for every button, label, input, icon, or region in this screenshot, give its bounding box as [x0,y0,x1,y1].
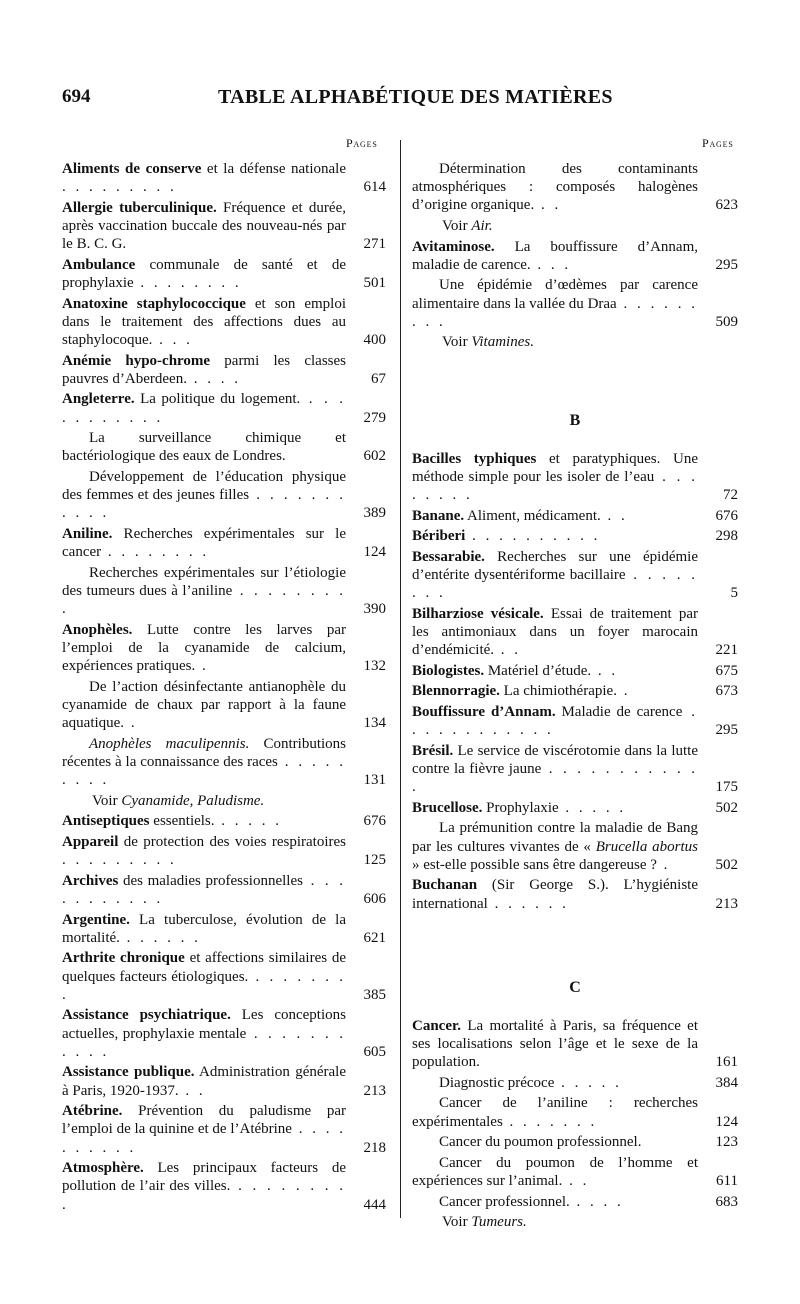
entry-heading: Assistance psychiatrique. [62,1007,231,1024]
see-also-ref: Vitamines. [471,334,534,351]
page-ref: 271 [363,236,386,253]
index-entry [62,833,386,869]
page-ref: 502 [715,856,738,873]
leader-dots: . . . . . . . [502,1113,598,1130]
see-also-ref: Air. [471,218,493,234]
entry-body: La bouffissure d’Annam, maladie de carence. [412,238,698,273]
leader-dots: . . . . . . . . . [62,582,346,618]
entry-body: La mortalité à Paris, sa fréquence et ses localisations selon l’âge et le sexe de la population. [412,1017,698,1071]
see-also-label: Voir [442,1214,472,1231]
entry-text [412,548,738,603]
index-subentry [412,1133,738,1151]
entry-text [62,735,386,790]
section-letter: B [569,411,581,429]
page-ref: 606 [363,890,386,907]
entry-body: Détermination des contaminants atmosphériques : composés halogènes d’origine organique. [412,161,698,214]
entry-text [62,1102,386,1157]
leader-dots: . . . [152,332,193,348]
index-entry [412,605,738,660]
page-ref: 72 [723,487,738,503]
entry-heading: Anatoxine staphylococcique [62,295,246,312]
entry-heading: Assistance publique. [62,1064,195,1081]
index-entry [62,1159,386,1214]
entry-body: Aliment, médicament. [464,507,601,524]
entry-text [62,872,386,908]
entry-heading: Atébrine. [62,1103,123,1120]
page-ref: 509 [715,313,738,330]
index-subentry [412,1154,738,1190]
entry-heading: Banane. [412,507,465,524]
leader-dots: . . [591,662,619,679]
index-entry [62,1063,386,1099]
entry-body: Cancer de l’aniline : recherches expérimentales [412,1095,698,1130]
entry-text [412,819,738,874]
entry-heading: Brucellose. [412,799,483,816]
index-entry [412,876,738,912]
entry-text-pre: La prémunition contre la maladie de Bang par les cultures vivantes de « [412,820,698,855]
leader-dots: . . . . . . . . [412,566,699,602]
entry-body: La politique du logement. [134,391,301,408]
index-entry [412,662,738,680]
entry-body: parmi les classes pauvres d’Aberdeen. [62,352,346,387]
entry-body: Cancer du poumon professionnel. [439,1134,642,1151]
leader-dots: . . . . . [554,1074,622,1091]
entry-heading: Blennorragie. [412,683,500,700]
leader-dots: . . . . . . [119,929,201,946]
entry-heading: Brésil. [412,742,454,759]
page-title: TABLE ALPHABÉTIQUE DES MATIÈRES [218,86,613,108]
entry-body: La chimiothérapie. [499,683,617,700]
entry-body: et paratyphiques. Une méthode simple pour les isoler de l’eau [412,450,698,485]
entry-text [62,160,386,196]
index-entry [412,548,738,603]
index-entry [62,911,386,947]
entry-heading: Arthrite chronique [62,950,185,967]
leader-dots: . . . . [569,1193,624,1210]
entry-body: Recherches sur une épidémie d’entérite dysentériforme bacillaire [412,548,698,583]
entry-text [62,256,386,292]
leader-dots: . . . . . . . . . . . . [412,703,699,739]
entry-heading: Archives [62,872,119,889]
entry-text [62,1063,386,1099]
entry-heading: Bouffissure d’Annam. [412,703,556,720]
leader-dots: . . . . . . [487,895,569,912]
entry-body: Diagnostic précoce [439,1074,555,1091]
page-ref: 295 [715,256,738,273]
leader-dots: . . . . . . . . . [62,1178,346,1213]
index-subentry [62,735,386,790]
entry-text [412,1094,738,1130]
pages-label-right: Pages [702,136,734,150]
leader-dots: . . . . . . . . . [62,753,347,789]
index-subentry [412,1074,738,1092]
entry-heading: Biologistes. [412,662,485,679]
leader-dots: . . . . . . . . [62,968,346,1003]
leader-dots: . . [534,197,562,214]
leader-dots: . . . . . . . . [133,275,242,291]
see-also-label: Voir [92,792,122,809]
entry-body: Contributions récentes à la connaissance des races [62,735,346,770]
leader-dots: . . [178,1082,206,1099]
entry-text [62,295,386,350]
see-also-label: Voir [442,218,472,234]
entry-body: La tuberculose, évolution de la mortalité. [62,911,346,946]
entry-text [412,1154,738,1190]
index-entry [62,160,386,196]
leader-dots: . . [600,507,628,524]
index-subentry [412,819,738,874]
index-entry [62,621,386,676]
see-also-ref: Tumeurs. [471,1214,527,1231]
entry-text [62,911,386,947]
index-subentry [412,276,738,331]
page-ref: 605 [363,1043,386,1060]
index-entry [62,199,386,254]
entry-heading: Cancer. [412,1017,462,1034]
index-entry [412,527,738,545]
page-ref: 676 [715,507,738,524]
see-also [412,333,738,351]
index-subentry [412,1094,738,1130]
entry-text [412,605,738,660]
page-ref: 218 [363,1139,386,1156]
page-ref: 213 [715,895,738,912]
entry-body: (Sir George S.). L’hygiéniste international [412,877,698,912]
leader-dots: . . [494,642,522,659]
index-entry [412,238,738,274]
entry-body: » est-elle possible sans être dangereuse ? [412,856,657,873]
page-ref: 675 [715,662,738,679]
page-ref: 683 [715,1193,738,1210]
entry-text [62,429,386,465]
index-subentry [412,160,738,215]
index-entry [412,799,738,817]
page-ref: 279 [363,409,386,426]
index-entry [62,812,386,830]
index-subentry [62,678,386,733]
entry-text [412,1133,738,1151]
entry-heading: Antiseptiques [62,813,150,830]
entry-heading: Bilharziose vésicale. [412,605,544,622]
page-ref: 502 [715,799,738,816]
leader-dots: . . . [530,256,572,273]
entry-body: Le service de viscérotomie dans la lutte contre la fièvre jaune [412,742,698,777]
entry-italic-term: Anophèles maculipennis. [89,735,250,752]
leader-dots: . . . . . . . . . . . . [412,760,699,796]
page-ref: 213 [363,1082,386,1099]
entry-body: essentiels. [149,813,215,830]
leader-dots: . . . . . . . . . . [465,528,601,545]
section-letter: C [569,978,581,996]
page-ref: 400 [363,332,386,348]
page-ref: 673 [715,683,738,700]
entry-heading: Argentine. [62,911,130,928]
entry-body: et son emploi dans le traitement des affections dues au staphylocoque. [62,295,346,348]
entry-body: Lutte contre les larves par l’emploi de la cyanamide de calcium, expériences pratiques. [62,621,346,675]
see-also-label: Voir [442,334,472,351]
entry-text [62,564,386,619]
entry-italic-term: Brucella abortus [595,838,698,855]
entry-heading: Anémie hypo-chrome [62,352,211,369]
index-entry [62,256,386,292]
leader-dots: . . . . . . . . . . . [62,872,346,907]
entry-text [412,742,738,797]
entry-text [62,949,386,1004]
page-ref: 295 [715,722,738,739]
index-entry [62,295,386,350]
leader-dots: . . . . . . . . . [62,852,177,869]
entry-heading: Atmosphère. [62,1160,144,1177]
index-entry [62,390,386,426]
see-also-ref: Cyanamide, Paludisme. [121,792,265,809]
page-ref: 602 [363,448,386,465]
page-ref: 124 [715,1113,738,1130]
index-column-right [412,160,738,1234]
page-ref: 123 [715,1134,738,1151]
entry-heading: Ambulance [62,256,136,273]
entry-heading: Bacilles typhiques [412,450,537,467]
entry-body: Prophylaxie [482,799,559,816]
entry-text [412,160,738,215]
entry-text [62,812,386,830]
index-column-left [62,160,386,1216]
page-ref: 298 [715,528,738,545]
leader-dots: . [124,715,138,732]
entry-heading: Bériberi [412,528,466,545]
index-entry [62,352,386,388]
page-ref: 611 [716,1172,738,1189]
page-ref: 384 [715,1074,738,1091]
leader-dots: . [195,658,209,675]
page-ref: 175 [715,779,738,796]
entry-body: communale de santé et de prophylaxie [62,256,346,291]
index-entry [62,1006,386,1061]
entry-text [62,833,386,869]
entry-heading: Allergie tuberculinique. [62,199,217,216]
entry-heading: Angleterre. [62,391,135,408]
leader-dots: . . . . . . . . . . [62,1121,346,1156]
entry-body: Recherches expérimentales sur l’étiologie des tumeurs dues à l’aniline [62,564,346,599]
pages-label-left: Pages [346,136,378,150]
index-entry [62,1102,386,1157]
entry-heading: Aniline. [62,525,113,542]
entry-text [62,678,386,733]
leader-dots: . . . . . [558,799,627,816]
see-also [412,217,738,235]
entry-text [412,450,738,505]
entry-heading: Appareil [62,833,119,850]
entry-heading: Bessarabie. [412,548,485,565]
entry-text [412,662,738,680]
entry-body: et la défense nationale [201,161,346,177]
page-ref: 161 [715,1054,738,1071]
entry-body: Les conceptions actuelles, prophylaxie mentale [62,1007,346,1042]
entry-heading: Anophèles. [62,621,133,638]
page-ref: 125 [363,852,386,869]
entry-text [412,703,738,739]
entry-heading: Aliments de conserve [62,161,202,177]
entry-body: La surveillance chimique et bactériologique des eaux de Londres. [62,430,346,465]
entry-text [62,1159,386,1214]
page-ref: 444 [363,1196,386,1213]
page-ref: 124 [363,544,386,561]
page-ref: 131 [363,772,386,789]
page-ref: 5 [730,585,738,602]
index-entry [412,507,738,525]
leader-dots: . . [562,1172,590,1189]
page-ref: 614 [363,179,386,196]
leader-dots: . . . . . . . . . . . [62,1025,347,1060]
entry-body: Les principaux facteurs de pollution de l’air des villes. [62,1160,346,1195]
page-ref: 676 [363,813,386,830]
index-entry [412,742,738,797]
leader-dots: . . . . . . . . [101,544,210,561]
entry-text [412,1017,738,1072]
leader-dots: . . . . . . . . [412,468,698,503]
page-ref: 134 [363,715,386,732]
index-entry [62,525,386,561]
entry-body: de protection des voies respiratoires [118,833,346,850]
entry-body: et affections similaires de quelques facteurs étiologiques. [62,950,347,985]
entry-text [62,199,386,254]
index-entry [412,1017,738,1072]
page-ref: 621 [363,929,386,946]
leader-dots: . [616,683,631,700]
leader-dots: . . . . . . . . . . . [62,487,346,522]
entry-text [412,1193,738,1211]
entry-body: Essai de traitement par les antimoniaux dans un foyer marocain d’endémicité. [412,605,698,659]
entry-text [412,276,738,331]
entry-text [412,507,738,525]
entry-body: Recherches expérimentales sur le cancer [62,525,346,561]
entry-text [412,876,738,912]
index-subentry [62,468,386,523]
index-entry [412,450,738,505]
leader-dots: . . . . . . . . . [412,295,698,330]
leader-dots: . [656,856,671,873]
page-ref: 132 [363,658,386,675]
leader-dots: . . . . . . . . . . . [62,391,346,426]
column-divider [400,140,401,1218]
entry-text [62,468,386,523]
entry-body: Prévention du paludisme par l’emploi de la quinine et de l’Atébrine [62,1103,346,1138]
page-ref: 67 [371,370,386,387]
see-also [62,792,386,810]
entry-text [412,527,738,545]
entry-text [412,799,738,817]
entry-text [62,1006,386,1061]
entry-body: Administration générale à Paris, 1920-1937. [62,1064,346,1099]
index-subentry [62,564,386,619]
entry-body: Maladie de carence [555,703,683,720]
page-ref: 385 [363,986,386,1003]
entry-body: des maladies professionnelles [118,872,303,889]
leader-dots: . . . . . [214,813,283,830]
entry-body: Développement de l’éducation physique des femmes et des jeunes filles [62,468,346,504]
page-ref: 623 [715,197,738,214]
entry-text [62,621,386,676]
entry-body: Cancer professionnel. [439,1193,570,1210]
page-header [0,86,800,116]
index-subentry [62,429,386,465]
page-ref: 390 [363,601,386,618]
index-subentry [412,1193,738,1211]
page-number: 694 [62,86,91,107]
entry-text [412,682,738,700]
entry-body: Matériel d’étude. [484,662,592,679]
entry-heading: Buchanan [412,877,478,894]
entry-body: De l’action désinfectante antianophèle du cyanamide de chaux par rapport à la faune aquatique. [62,678,346,732]
leader-dots: . . . . [186,370,241,387]
entry-heading: Avitaminose. [412,238,495,255]
index-entry [62,872,386,908]
entry-text [412,1074,738,1092]
index-entry [412,682,738,700]
entry-text [62,390,386,426]
entry-text [412,238,738,274]
entry-body: Fréquence et durée, après vaccination buccale des nouveau-nés par le B. C. G. [62,199,346,253]
leader-dots: . . . . . . . . . [62,179,177,196]
index-entry [62,949,386,1004]
page-ref: 389 [363,505,386,522]
see-also [412,1213,738,1231]
index-entry [412,703,738,739]
entry-text [62,352,386,388]
page-ref: 221 [715,642,738,659]
entry-body: Une épidémie d’œdèmes par carence alimentaire dans la vallée du Draa [412,277,698,312]
entry-body: Cancer du poumon de l’homme et expériences sur l’animal. [412,1154,698,1189]
entry-text [62,525,386,561]
page-ref: 501 [363,275,386,291]
